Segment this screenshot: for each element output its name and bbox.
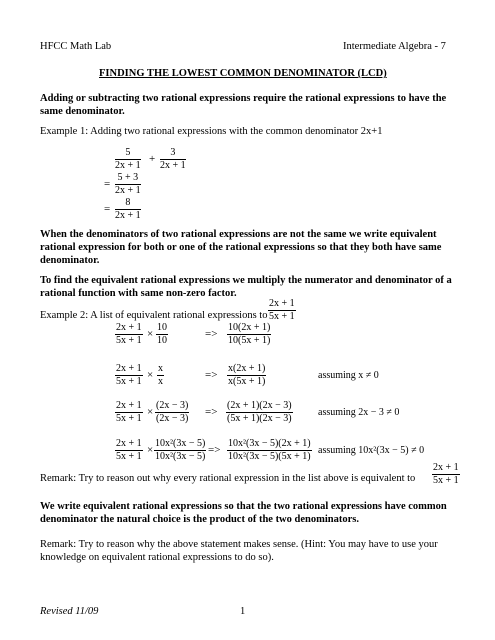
example2-label: Example 2: A list of equivalent rational expressions to [40,310,268,321]
header-left: HFCC Math Lab [40,41,112,52]
page-number: 1 [240,606,246,617]
example1-label: Example 1: Adding two rational expressions with the common denominator 2x+1 [40,126,383,137]
ex1-fraction-4: $\frac{8}{2x + 1}$ [115,197,141,221]
page-title: FINDING THE LOWEST COMMON DENOMINATOR (LCD) [99,68,387,79]
ex1-equals-1: = [104,178,111,190]
row-assumption: assuming x ≠ 0 [318,370,379,381]
row-left-fraction: $\frac{2x + 1}{5x + 1}$ [116,363,142,387]
times-sign: × [147,444,154,456]
row-left-fraction: $\frac{2x + 1}{5x + 1}$ [116,322,142,346]
footer-revised: Revised 11/09 [40,606,99,617]
header-right: Intermediate Algebra - 7 [343,41,446,52]
row-multiplier-fraction: $\frac{\text{10x²(3x − 5)}}{\text{10x²(3x − 5)}}$ [155,438,206,462]
ex2-target-fraction: $\frac{2x + 1}{5x + 1}$ [269,298,295,322]
intro-paragraph: Adding or subtracting two rational expressions require the rational expressions to have the same denominator. [40,93,447,118]
arrow-sign: => [205,369,218,381]
paragraph-nonzero-factor: To find the equivalent rational expressions we multiply the numerator and denominator of a rational function with same non-zero factor. [40,275,452,300]
times-sign: × [147,328,154,340]
remark-fraction: $\frac{2x + 1}{5x + 1}$ [433,462,459,486]
times-sign: × [147,369,154,381]
row-assumption: assuming 2x − 3 ≠ 0 [318,407,400,418]
ex1-plus: + [149,153,156,165]
row-result-fraction: $\frac{(2x + 1)(2x - 3)}{(5x + 1)(2x - 3)}$ [227,400,292,424]
ex1-equals-2: = [104,203,111,215]
remark-hint: Remark: Try to reason why the above statement makes sense. (Hint: You may have to use your knowledge on equivalent rational expressions to do so). [40,539,438,564]
ex1-fraction-3: $\frac{5 + 3}{2x + 1}$ [115,172,141,196]
ex1-fraction-2: $\frac{3}{2x + 1}$ [160,147,186,171]
ex1-fraction-1: $\frac{5}{2x + 1}$ [115,147,141,171]
row-multiplier-fraction: $\frac{(2x - 3)}{(2x - 3)}$ [156,400,189,424]
row-left-fraction: $\frac{2x + 1}{5x + 1}$ [116,438,142,462]
row-result-fraction: $\frac{10(2x + 1)}{10(5x + 1)}$ [228,322,271,346]
row-result-fraction: $\frac{x(2x + 1)}{x(5x + 1)}$ [228,363,266,387]
row-multiplier-fraction: $\frac{x}{x}$ [158,363,163,387]
arrow-sign: => [205,406,218,418]
row-result-fraction: $\frac{\text{10x²(3x − 5)(2x + 1)}}{\text{10x²(3x − 5)(5x + 1)}}$ [228,438,311,462]
arrow-sign: => [205,328,218,340]
times-sign: × [147,406,154,418]
arrow-sign: => [208,444,221,456]
paragraph-equivalent: When the denominators of two rational expressions are not the same we write equivalent rational expression for both or one of the rational expressions so that they both have same denominator. [40,229,442,267]
row-multiplier-fraction: $\frac{10}{10}$ [157,322,167,346]
row-assumption: assuming 10x²(3x − 5) ≠ 0 [318,445,425,456]
row-left-fraction: $\frac{2x + 1}{5x + 1}$ [116,400,142,424]
remark-equivalent: Remark: Try to reason out why every rational expression in the list above is equivalent to [40,473,416,484]
paragraph-common-denominator: We write equivalent rational expressions so that the two rational expressions have common denominator the natural choice is the product of the two denominators. [40,501,447,526]
